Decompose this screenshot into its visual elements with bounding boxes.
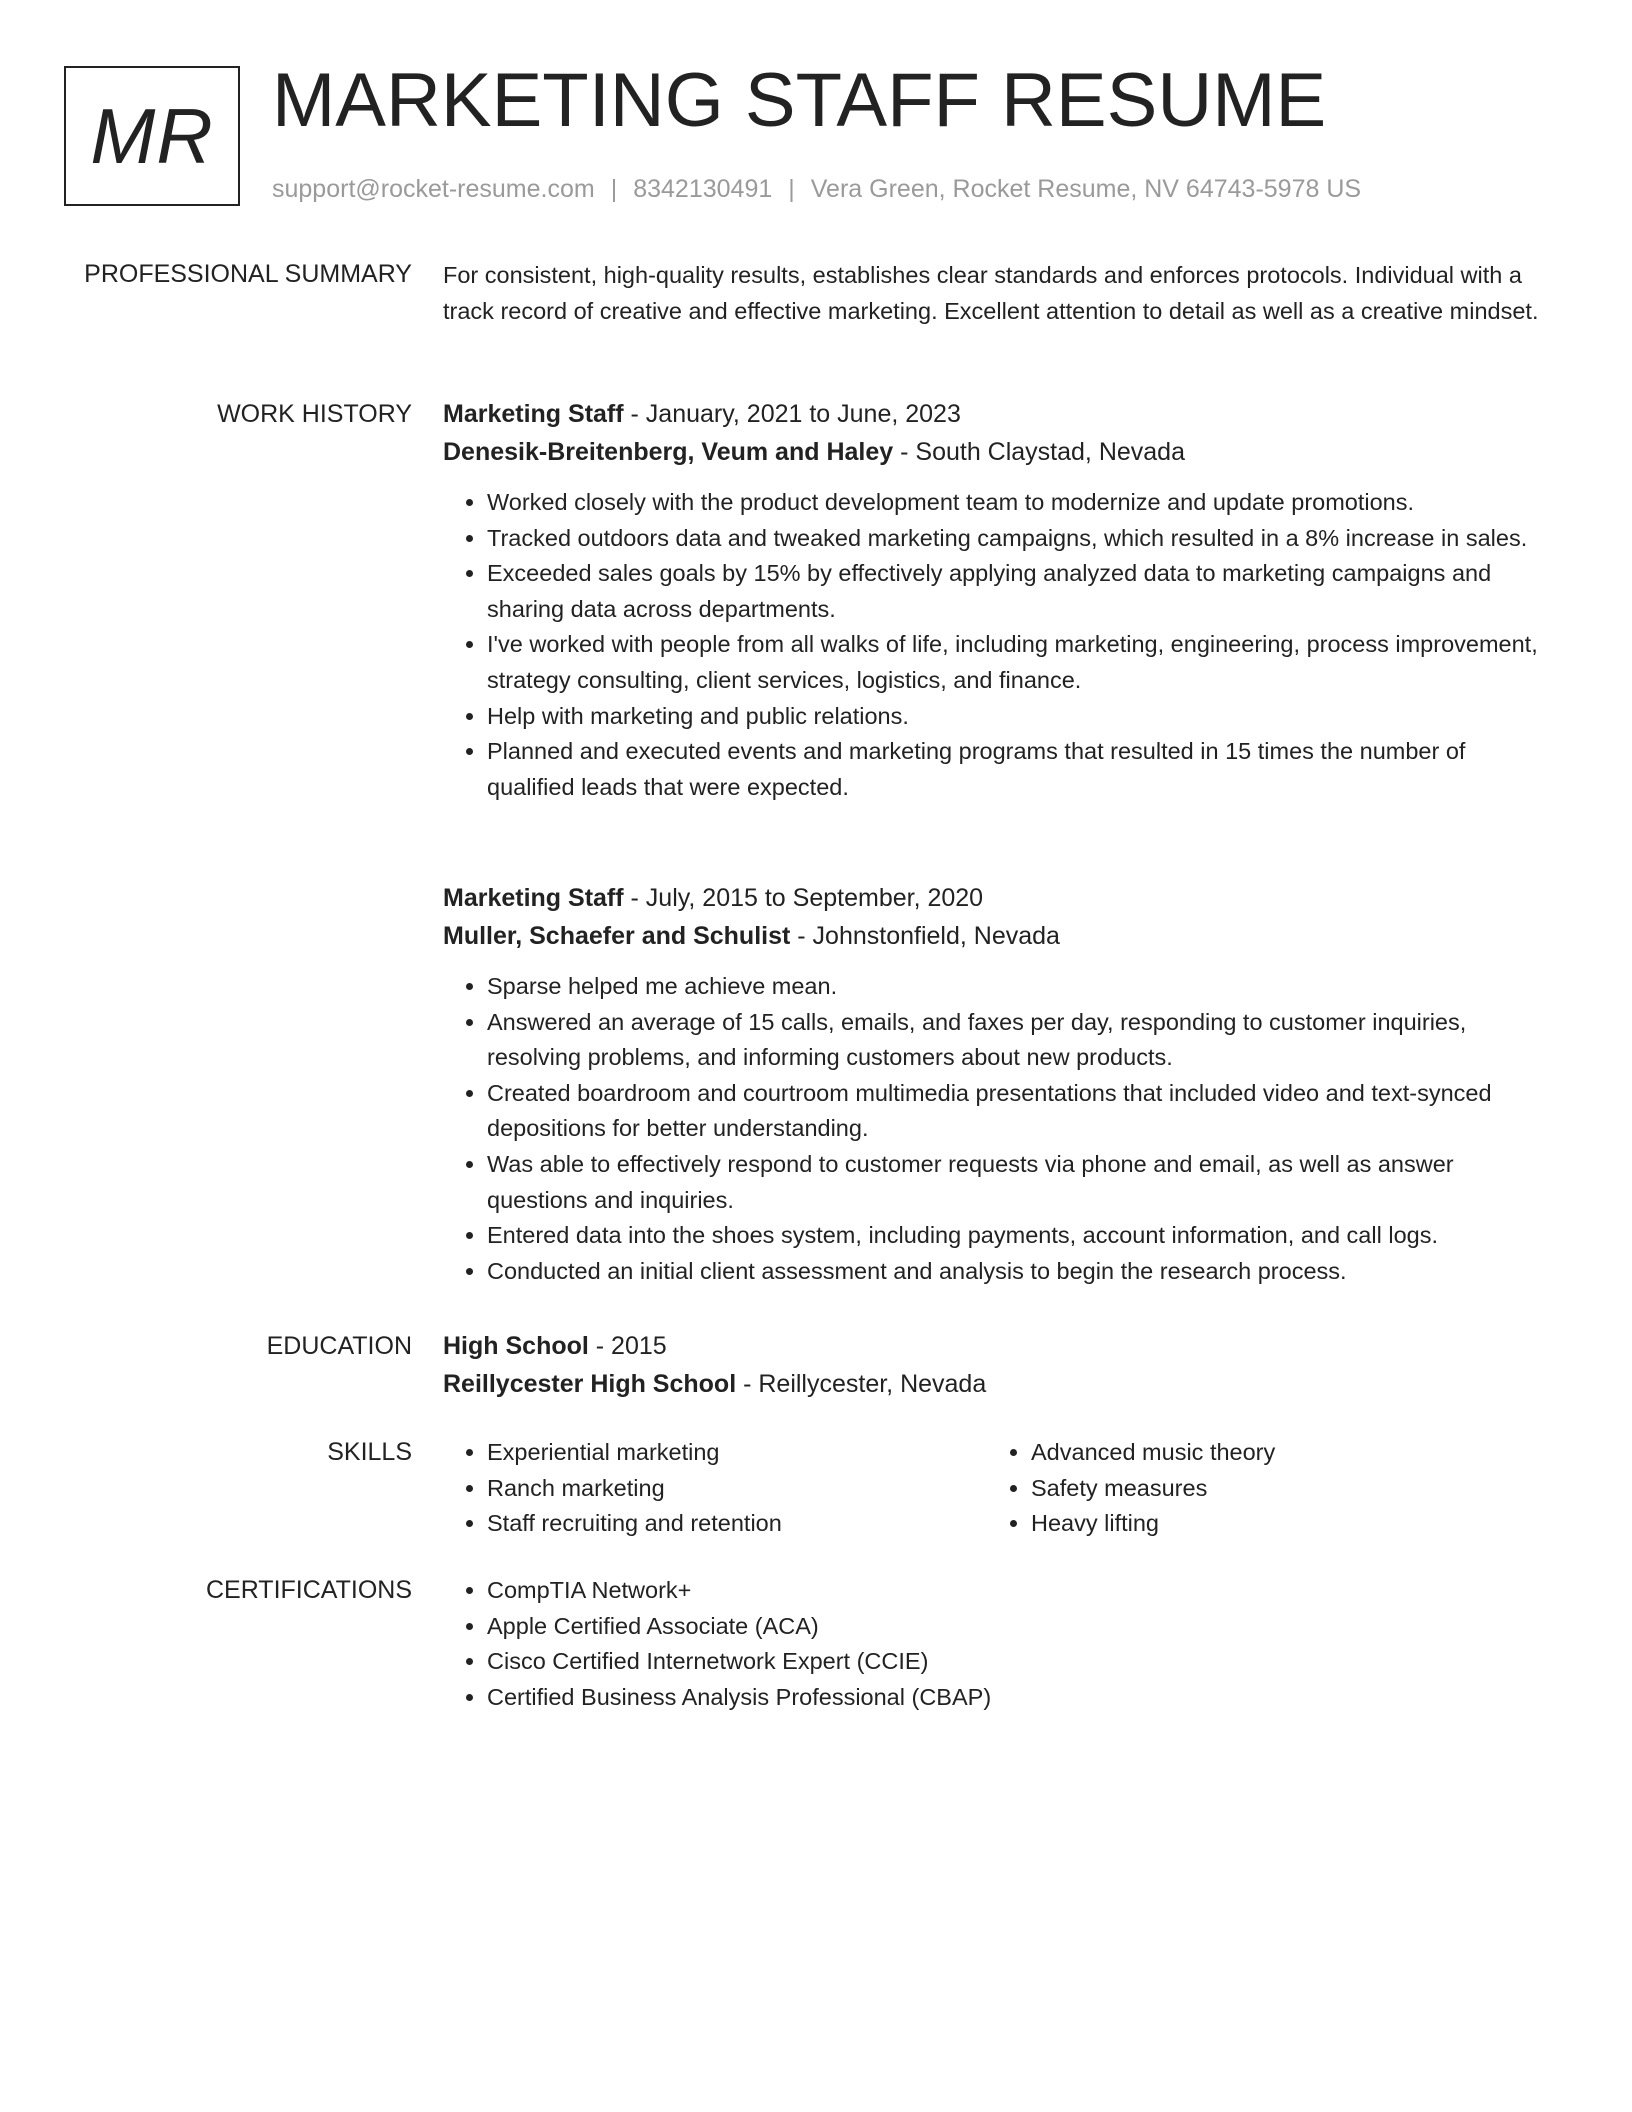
job-company-line — [443, 433, 1553, 471]
skills-column-right — [987, 1435, 1531, 1542]
job-bullet: • Created boardroom and courtroom multimedia presentations that included video and text-synced depositions for better understanding. — [487, 1076, 1553, 1147]
resume-title: MARKETING STAFF RESUME — [272, 58, 1327, 143]
job-bullet: • I've worked with people from all walks of life, including marketing, engineering, process improvement, strategy consulting, client services, logistics, and finance. — [487, 627, 1553, 698]
certification-item: • CompTIA Network+ — [487, 1573, 1553, 1609]
education-school: Reillycester High School — [443, 1370, 737, 1398]
certification-item: • Cisco Certified Internetwork Expert (CCIE) — [487, 1644, 1553, 1680]
section-label-certifications: CERTIFICATIONS — [205, 1576, 412, 1604]
contact-separator: | — [610, 175, 618, 203]
certification-item: • Apple Certified Associate (ACA) — [487, 1609, 1553, 1645]
summary-text: For consistent, high-quality results, establishes clear standards and enforces protocols. Individual with a track record of creative and effective marketing. Excellent attention to detail as well as a creative mindset. — [443, 262, 1539, 324]
work-entry — [443, 879, 1553, 1289]
skill-item: • Advanced music theory — [1031, 1435, 1531, 1471]
job-title: Marketing Staff — [443, 400, 624, 428]
section-label-education: EDUCATION — [266, 1332, 412, 1360]
contact-phone[interactable]: 8342130491 — [633, 175, 773, 203]
job-bullet: • Conducted an initial client assessment and analysis to begin the research process. — [487, 1254, 1553, 1290]
job-bullets — [443, 485, 1553, 805]
job-bullet: • Was able to effectively respond to customer requests via phone and email, as well as answer questions and inquiries. — [487, 1147, 1553, 1218]
job-bullet: • Entered data into the shoes system, including payments, account information, and call logs. — [487, 1218, 1553, 1254]
section-label-skills: SKILLS — [327, 1438, 412, 1466]
job-bullets — [443, 969, 1553, 1289]
job-dates: - July, 2015 to September, 2020 — [623, 884, 984, 912]
job-location: - Johnstonfield, Nevada — [790, 922, 1060, 950]
contact-email[interactable]: support@rocket-resume.com — [272, 175, 595, 203]
job-company: Muller, Schaefer and Schulist — [443, 922, 791, 950]
education-degree: High School — [443, 1332, 589, 1360]
contact-separator: | — [788, 175, 795, 203]
skill-item: • Heavy lifting — [1031, 1506, 1531, 1542]
education-location: - Reillycester, Nevada — [736, 1370, 987, 1398]
job-bullet: • Planned and executed events and marketing programs that resulted in 15 times the number of qualified leads that were expected. — [487, 734, 1553, 805]
skill-item: • Ranch marketing — [487, 1471, 987, 1507]
job-bullet: • Help with marketing and public relations. — [487, 699, 1553, 735]
skill-item: • Safety measures — [1031, 1471, 1531, 1507]
work-entry — [443, 395, 1553, 805]
skills-column-left — [443, 1435, 987, 1542]
job-bullet: • Answered an average of 15 calls, emails, and faxes per day, responding to customer inquiries, resolving problems, and informing customers about new products. — [487, 1005, 1553, 1076]
education-year: - 2015 — [588, 1332, 667, 1360]
skill-item: • Experiential marketing — [487, 1435, 987, 1471]
job-company-line — [443, 917, 1553, 955]
skills-list — [443, 1435, 1553, 1542]
job-bullet: • Tracked outdoors data and tweaked marketing campaigns, which resulted in a 8% increase in sales. — [487, 521, 1553, 557]
job-title: Marketing Staff — [443, 884, 624, 912]
contact-address: Vera Green, Rocket Resume, NV 64743-5978 US — [810, 175, 1362, 203]
education-degree-line — [443, 1327, 1553, 1365]
job-location: - South Claystad, Nevada — [893, 438, 1185, 466]
job-title-line — [443, 395, 1553, 433]
certification-item: • Certified Business Analysis Professional (CBAP) — [487, 1680, 1553, 1716]
education-entry — [443, 1327, 1553, 1403]
job-bullet: • Exceeded sales goals by 15% by effectively applying analyzed data to marketing campaigns and sharing data across departments. — [487, 556, 1553, 627]
monogram-logo: MR — [64, 66, 240, 206]
job-bullet: • Sparse helped me achieve mean. — [487, 969, 1553, 1005]
certifications-list — [443, 1573, 1553, 1715]
section-label-summary: PROFESSIONAL SUMMARY — [84, 260, 412, 288]
job-company: Denesik-Breitenberg, Veum and Haley — [443, 438, 894, 466]
job-title-line — [443, 879, 1553, 917]
section-label-work-history: WORK HISTORY — [217, 400, 412, 428]
education-school-line — [443, 1365, 1553, 1403]
job-bullet: • Worked closely with the product development team to modernize and update promotions. — [487, 485, 1553, 521]
job-dates: - January, 2021 to June, 2023 — [623, 400, 961, 428]
skill-item: • Staff recruiting and retention — [487, 1506, 987, 1542]
contact-line — [272, 172, 1361, 206]
certifications-items — [443, 1573, 1553, 1715]
